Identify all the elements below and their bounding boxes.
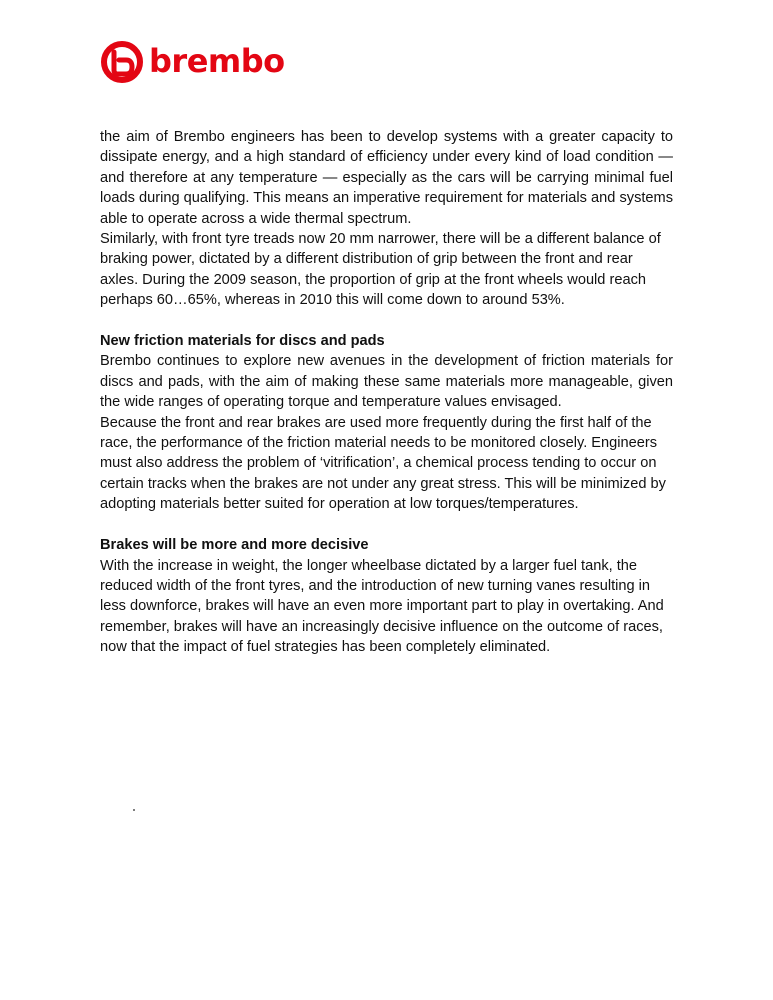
paragraph-brakes-1: With the increase in weight, the longer wheelbase dictated by a larger fuel tank, the reduced width of the front tyres, and the introduction of new turning vanes resulting in less downforce, brakes will have an even more important part to play in overtaking. And remember, brakes will have an increasingly decisive influence on the outcome of races, now that the impact of fuel strategies has been completely eliminated. [100, 557, 664, 656]
paragraph-friction-2: Because the front and rear brakes are used more frequently during the first half of the race, the performance of the friction material needs to be monitored closely. Engineers must also address the problem of ‘vitrification’, a chemical process tending to occur on certain tracks when the brakes are not under any great stress. This will be minimized by adopting materials better suited for operation at low torques/temperatures. [100, 414, 666, 513]
document-body [100, 127, 673, 658]
paragraph-intro-2: Similarly, with front tyre treads now 20 mm narrower, there will be a different balance of braking power, dictated by a different distribution of grip between the front and rear axles. During the 2009 season, the proportion of grip at the front wheels would reach perhaps 60…65%, whereas in 2010 this will come down to around 53%. [100, 231, 661, 309]
footer-mark [133, 809, 135, 811]
brembo-logo [100, 38, 285, 86]
brembo-logo-wordmark: brembo [149, 42, 285, 80]
brembo-logo-mark-icon [100, 40, 144, 84]
paragraph-intro-1: the aim of Brembo engineers has been to develop systems with a greater capacity to dissipate energy, and a high standard of efficiency under every kind of load condition — and therefore at any temperature — especially as the cars will be carrying minimal fuel loads during qualifying. This means an imperative requirement for materials and systems able to operate across a wide thermal spectrum. [100, 129, 673, 227]
paragraph-friction-1: Brembo continues to explore new avenues in the development of friction materials for discs and pads, with the aim of making these same materials more manageable, given the wide ranges of operating torque and temperature values envisaged. [100, 353, 673, 411]
paragraph-gap [100, 515, 673, 535]
paragraph-gap [100, 311, 673, 331]
section-heading-brakes: Brakes will be more and more decisive [100, 537, 369, 554]
section-heading-friction: New friction materials for discs and pads [100, 333, 385, 350]
